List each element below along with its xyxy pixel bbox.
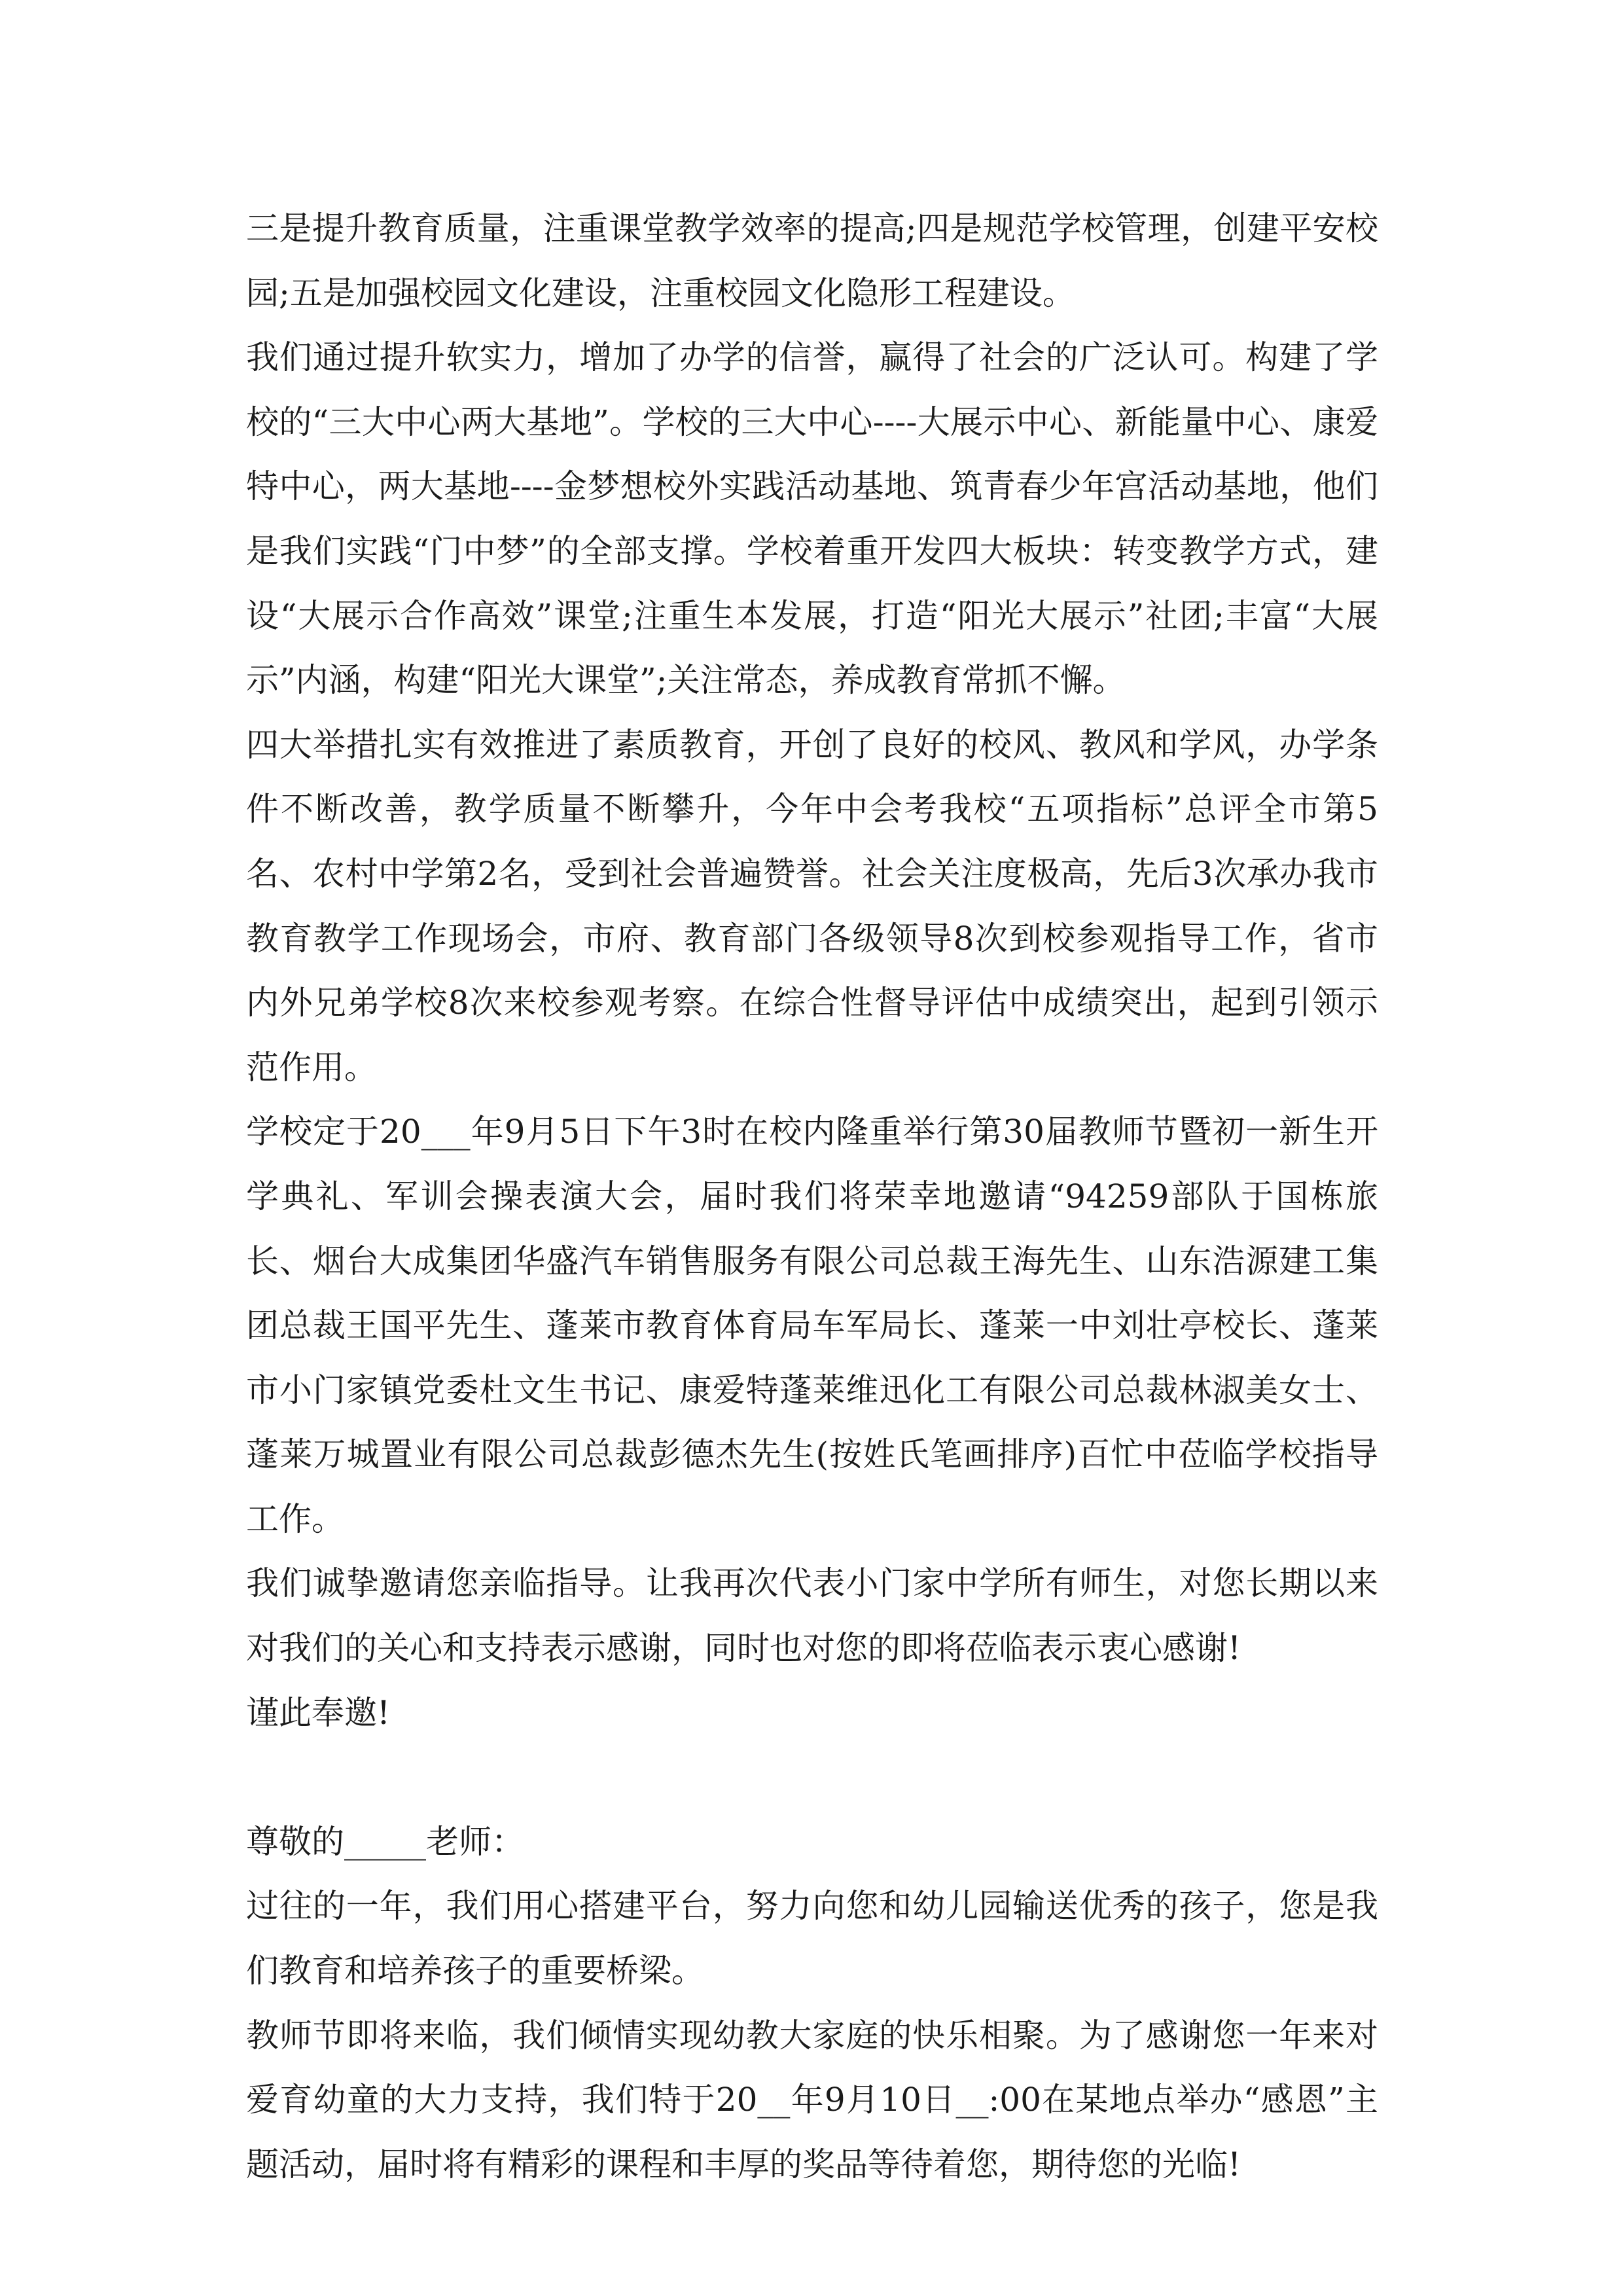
paragraph-sincere-invitation: 我们诚挚邀请您亲临指导。让我再次代表小门家中学所有师生，对您长期以来对我们的关心和支持表示感谢，同时也对您的即将莅临表示衷心感谢! xyxy=(246,1564,1378,1668)
paragraph-past-year: 过往的一年，我们用心搭建平台，努力向您和幼儿园输送优秀的孩子，您是我们教育和培养孩子的重要桥梁。 xyxy=(246,1887,1378,1990)
paragraph-ceremony-invitation: 学校定于20___年9月5日下午3时在校内隆重举行第30届教师节暨初一新生开学典礼、军训会操表演大会，届时我们将荣幸地邀请“94259部队于国栋旅长、烟台大成集团华盛汽车销售服务有限公司总裁王海先生、山东浩源建工集团总裁王国平先生、蓬莱市教育体育局车军局长、蓬莱一中刘壮亭校长、蓬莱市小门家镇党委杜文生书记、康爱特蓬莱维迅化工有限公司总裁林淑美女士、蓬莱万城置业有限公司总裁彭德杰先生(按姓氏笔画排序)百忙中莅临学校指导工作。 xyxy=(246,1113,1378,1538)
paragraph-soft-power: 我们通过提升软实力，增加了办学的信誉，赢得了社会的广泛认可。构建了学校的“三大中心两大基地”。学校的三大中心----大展示中心、新能量中心、康爱特中心，两大基地----金梦想校外实践活动基地、筑青春少年宫活动基地，他们是我们实践“门中梦”的全部支撑。学校着重开发四大板块：转变教学方式，建设“大展示合作高效”课堂;注重生本发展，打造“阳光大展示”社团;丰富“大展示”内涵，构建“阳光大课堂”;关注常态，养成教育常抓不懈。 xyxy=(246,338,1378,700)
section-spacer xyxy=(246,1745,1378,1810)
paragraph-closing: 谨此奉邀! xyxy=(246,1693,391,1732)
paragraph-teachers-day-event: 教师节即将来临，我们倾情实现幼教大家庭的快乐相聚。为了感谢您一年来对爱育幼童的大力支持，我们特于20__年9月10日__:00在某地点举办“感恩”主题活动，届时将有精彩的课程和丰厚的奖品等待着您，期待您的光临! xyxy=(246,2016,1378,2183)
document-body xyxy=(246,196,1378,2197)
paragraph-achievements: 四大举措扎实有效推进了素质教育，开创了良好的校风、教风和学风，办学条件不断改善，教学质量不断攀升，今年中会考我校“五项指标”总评全市第5名、农村中学第2名，受到社会普遍赞誉。社会关注度极高，先后3次承办我市教育教学工作现场会，市府、教育部门各级领导8次到校参观指导工作，省市内外兄弟学校8次来校参观考察。在综合性督导评估中成绩突出，起到引领示范作用。 xyxy=(246,725,1378,1086)
paragraph-education-quality: 三是提升教育质量，注重课堂教学效率的提高;四是规范学校管理，创建平安校园;五是加强校园文化建设，注重校园文化隐形工程建设。 xyxy=(246,209,1378,312)
salutation: 尊敬的_____老师： xyxy=(246,1822,524,1861)
